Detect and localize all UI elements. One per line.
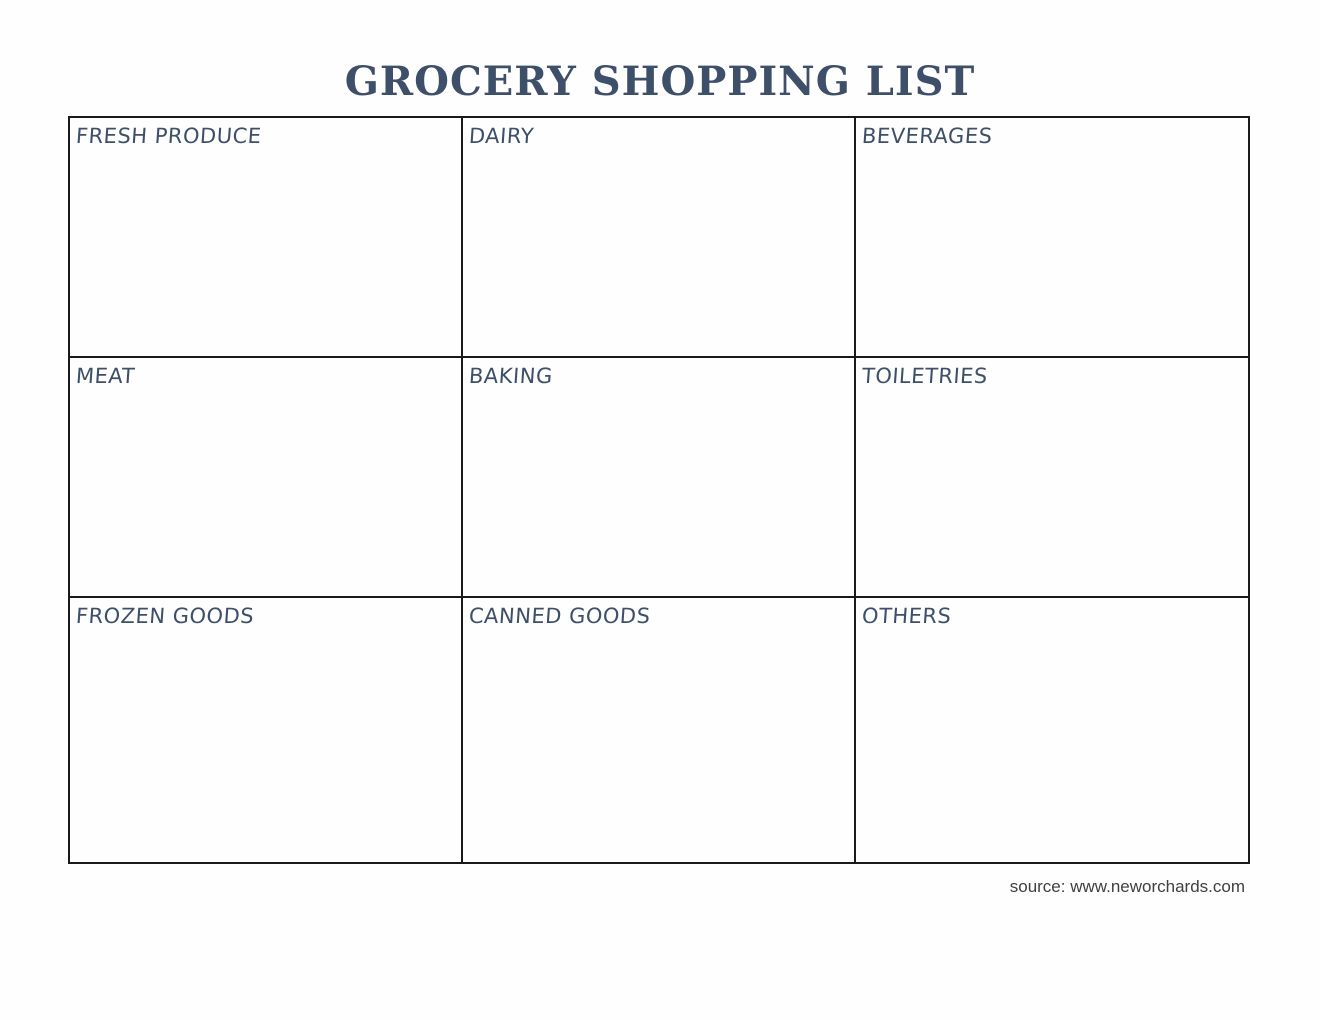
category-cell-dairy[interactable] [463, 118, 856, 358]
category-label: TOILETRIES [861, 364, 989, 388]
category-grid [68, 116, 1250, 864]
source-credit: source: www.neworchards.com [1009, 877, 1245, 896]
category-cell-toiletries[interactable] [856, 358, 1248, 598]
category-cell-canned-goods[interactable] [463, 598, 856, 862]
category-label: BEVERAGES [861, 124, 994, 148]
category-cell-beverages[interactable] [856, 118, 1248, 358]
category-cell-fresh-produce[interactable] [70, 118, 463, 358]
category-label: MEAT [75, 364, 136, 388]
category-label: DAIRY [468, 124, 535, 148]
category-cell-frozen-goods[interactable] [70, 598, 463, 862]
category-cell-baking[interactable] [463, 358, 856, 598]
category-label: FROZEN GOODS [75, 604, 255, 628]
page-title: GROCERY SHOPPING LIST [344, 58, 976, 105]
category-cell-others[interactable] [856, 598, 1248, 862]
category-label: CANNED GOODS [468, 604, 652, 628]
category-cell-meat[interactable] [70, 358, 463, 598]
category-label: OTHERS [861, 604, 953, 628]
category-label: BAKING [468, 364, 554, 388]
category-label: FRESH PRODUCE [75, 124, 263, 148]
